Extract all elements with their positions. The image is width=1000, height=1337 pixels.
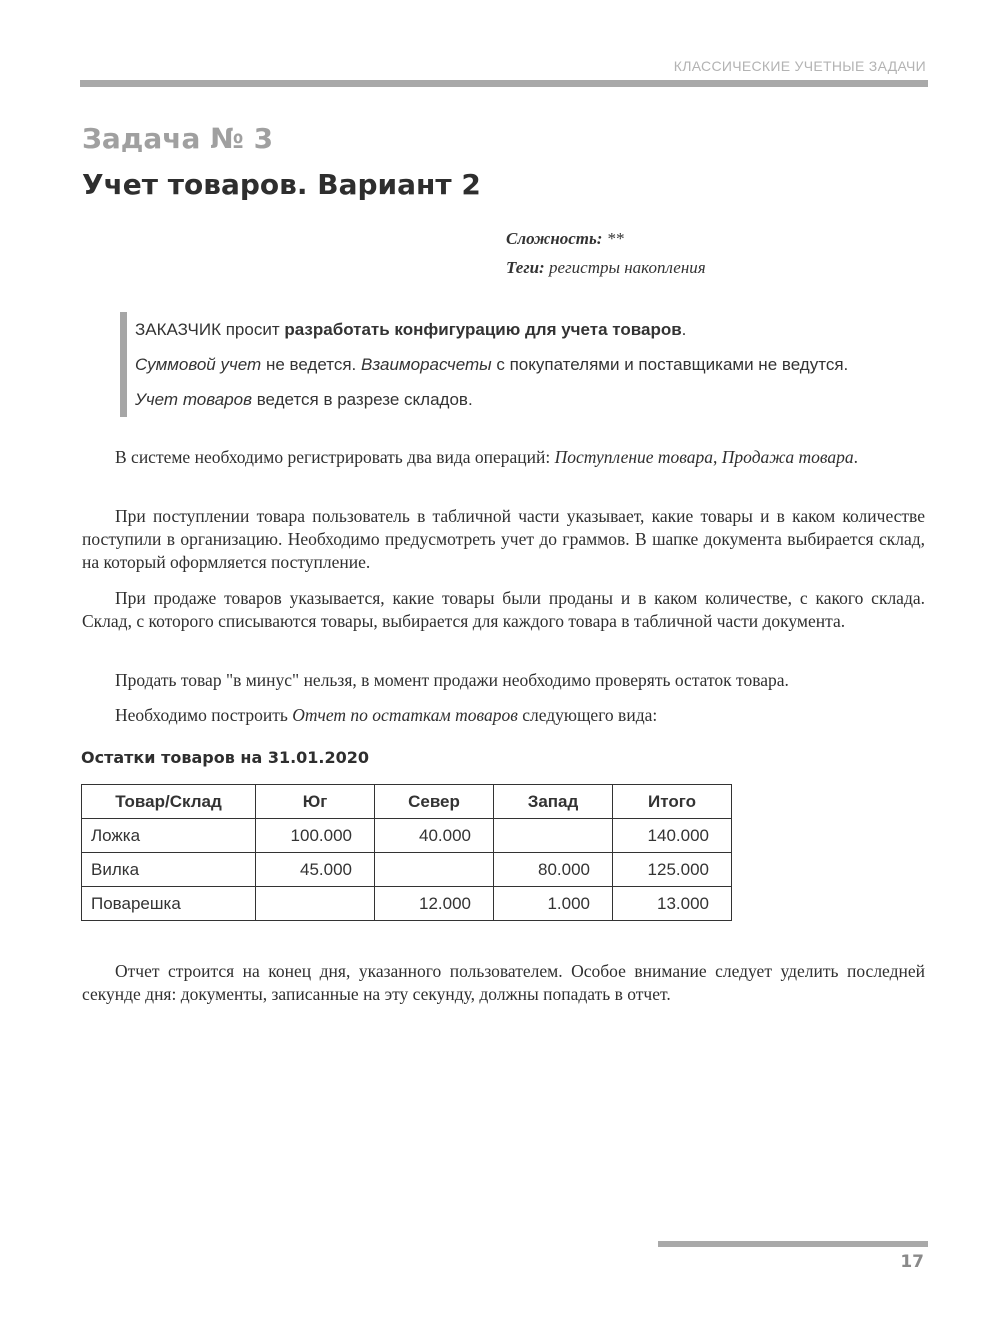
callout-emphasis: разработать конфигурацию для учета товаров (284, 320, 682, 339)
running-header: КЛАССИЧЕСКИЕ УЧЕТНЫЕ ЗАДАЧИ (673, 58, 926, 74)
table-cell: 80.000 (494, 853, 613, 887)
callout-term: Учет товаров (135, 390, 252, 409)
tags-line (506, 258, 706, 278)
stock-report-table (81, 784, 732, 921)
text: Необходимо построить (115, 705, 293, 725)
term: Отчет по остаткам товаров (292, 705, 518, 725)
table-row (82, 853, 732, 887)
report-caption: Остатки товаров на 31.01.2020 (81, 748, 370, 767)
column-header: Товар/Склад (82, 785, 256, 819)
callout-text: ЗАКАЗЧИК просит (135, 320, 285, 339)
callout-term: Суммовой учет (135, 355, 262, 374)
tags-value: регистры накопления (548, 258, 706, 277)
table-cell: 1.000 (494, 887, 613, 921)
table-cell: 13.000 (613, 887, 732, 921)
table-cell (375, 853, 494, 887)
callout-line (135, 382, 955, 417)
task-number: Задача № 3 (82, 122, 274, 155)
column-header: Итого (613, 785, 732, 819)
table-cell (494, 819, 613, 853)
table-row (82, 887, 732, 921)
footer-divider (658, 1241, 928, 1247)
table-cell: Поварешка (82, 887, 256, 921)
difficulty-line (506, 229, 624, 249)
callout-text: не ведется. (261, 355, 361, 374)
table-cell: Вилка (82, 853, 256, 887)
term: Поступление товара (554, 447, 714, 467)
table-cell: 12.000 (375, 887, 494, 921)
paragraph-text: Продать товар "в минус" нельзя, в момент продажи необходимо проверять остаток товара. (115, 670, 789, 690)
table-row (82, 819, 732, 853)
callout-text: ведется в разрезе складов. (251, 390, 473, 409)
table-cell: 45.000 (256, 853, 375, 887)
tags-label: Теги: (506, 258, 545, 277)
callout-term: Взаиморасчеты (361, 355, 492, 374)
table-cell: 100.000 (256, 819, 375, 853)
table-cell: Ложка (82, 819, 256, 853)
column-header: Север (375, 785, 494, 819)
difficulty-value: ** (606, 229, 624, 248)
customer-request-callout (120, 312, 955, 417)
term: Продажа товара (721, 447, 854, 467)
page-number: 17 (900, 1252, 924, 1272)
table-cell (256, 887, 375, 921)
paragraph-sale (82, 587, 925, 633)
callout-line (135, 312, 955, 347)
paragraph-negative-stock (82, 669, 925, 692)
callout-line (135, 347, 955, 382)
text: следующего вида: (517, 705, 658, 725)
paragraph-text: Отчет строится на конец дня, указанного пользователем. Особое внимание следует уделить последней секунде дня: документы, записанные на эту секунду, должны попадать в отчет. (82, 961, 925, 1004)
paragraph-text: При поступлении товара пользователь в табличной части указывает, какие товары и в каком количестве поступили в организацию. Необходимо предусмотреть учет до граммов. В шапке документа выбирается склад, на который оформляется поступление. (82, 506, 925, 572)
text: В системе необходимо регистрировать два вида операций: (115, 447, 555, 467)
table-cell: 40.000 (375, 819, 494, 853)
table-cell: 140.000 (613, 819, 732, 853)
paragraph-report-intro (82, 704, 925, 727)
task-title: Учет товаров. Вариант 2 (82, 168, 481, 201)
callout-text: с покупателями и поставщиками не ведутся. (491, 355, 849, 374)
column-header: Юг (256, 785, 375, 819)
column-header: Запад (494, 785, 613, 819)
table-header-row (82, 785, 732, 819)
text: , (713, 447, 722, 467)
callout-text: . (681, 320, 687, 339)
difficulty-label: Сложность: (506, 229, 603, 248)
paragraph-receipt (82, 505, 925, 574)
table-cell: 125.000 (613, 853, 732, 887)
paragraph-text: При продаже товаров указывается, какие товары были проданы и в каком количестве, с какого склада. Склад, с которого списываются товары, выбирается для каждого товара в табличной части документа. (82, 588, 925, 631)
paragraph-report-timing (82, 960, 925, 1006)
header-divider (80, 80, 928, 87)
paragraph-operations (82, 446, 925, 469)
text: . (853, 447, 858, 467)
